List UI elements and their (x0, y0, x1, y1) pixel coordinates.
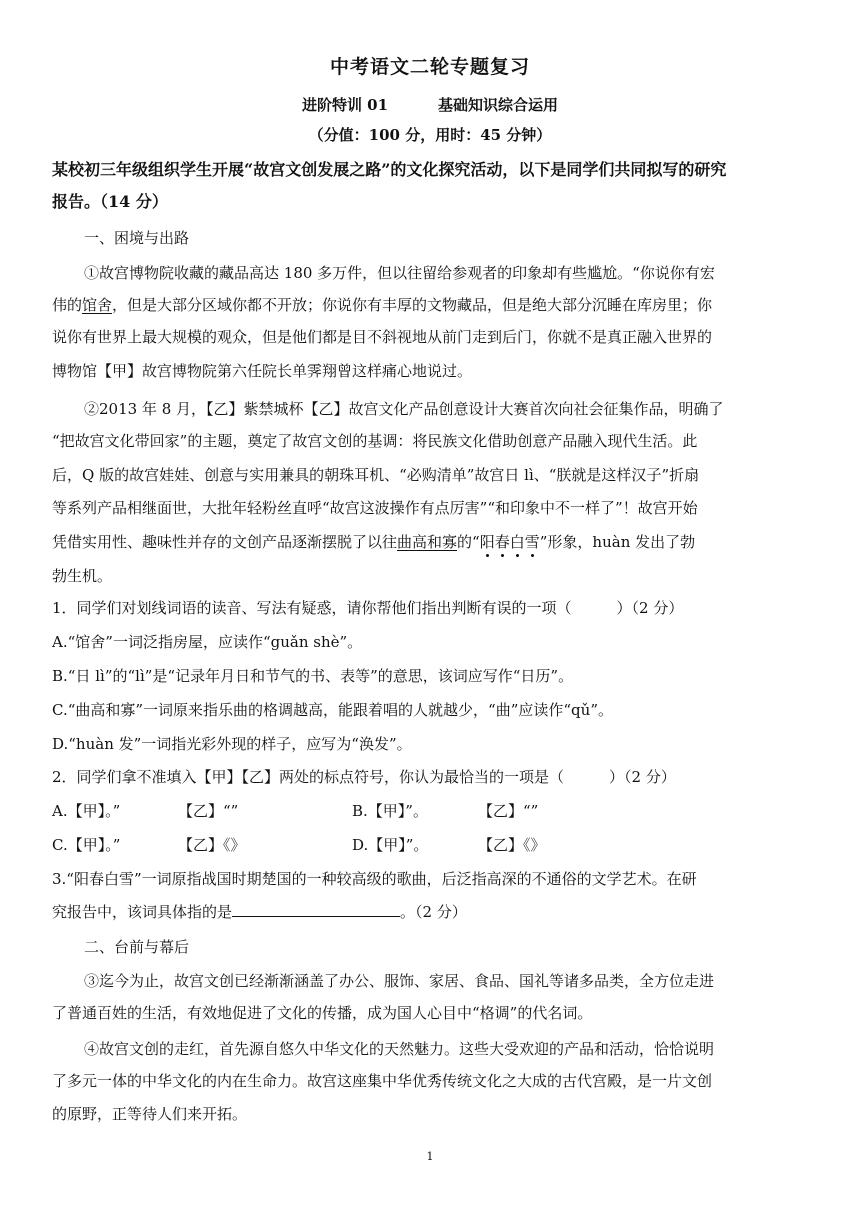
question-2-option-d-yi: 【乙】《》 (478, 836, 546, 854)
page-number: 1 (426, 1150, 434, 1163)
question-1-option-a: A.“馆舍”一词泛指房屋，应读作“guǎn shè”。 (52, 633, 363, 651)
paragraph-2-line-3: 后，Q 版的故宫娃娃、创意与实用兼具的朝珠耳机、“必购清单”故宫日 lì、“朕就是这样汉子”折扇 (52, 466, 700, 484)
text-span: 的“ (457, 533, 480, 551)
question-1-option-b: B.“日 lì”的“lì”是“记录年月日和节气的书、表等”的意思，该词应写作“日历”。 (52, 667, 574, 685)
question-1-option-d: D.“huàn 发”一词指光彩外现的样子，应写为“涣发”。 (52, 735, 412, 753)
paragraph-4-line-1: ④故宫文创的走红，首先源自悠久中华文化的天然魅力。这些大受欢迎的产品和活动，恰恰说明 (84, 1040, 715, 1058)
text-span: 伟的 (52, 296, 83, 314)
paragraph-2-line-2: “把故宫文化带回家”的主题，奠定了故宫文创的基调：将民族文化借助创意产品融入现代生活。此 (52, 432, 698, 450)
paragraph-1-line-1: ①故宫博物院收藏的藏品高达 180 多万件，但以往留给参观者的印象却有些尴尬。“你说你有宏 (84, 264, 715, 282)
underlined-word-qugaohegua: 曲高和寡 (397, 533, 458, 551)
question-1-stem: 1．同学们对划线词语的读音、写法有疑惑，请你帮他们指出判断有误的一项（ ）（2 分） (52, 599, 684, 617)
text-span: 究报告中，该词具体指的是 (52, 903, 233, 921)
question-2-option-b-yi: 【乙】“” (478, 802, 539, 820)
intro-line-2: 报告。（14 分） (52, 192, 168, 211)
subtitle-right: 基础知识综合运用 (438, 96, 559, 114)
paragraph-4-line-2: 了多元一体的中华文化的内在生命力。故宫这座集中华优秀传统文化之大成的古代宫殿，是一片文创 (52, 1072, 713, 1090)
intro-line-1: 某校初三年级组织学生开展“故宫文创发展之路”的文化探究活动，以下是同学们共同拟写的研究 (52, 160, 727, 179)
question-2-option-a-yi: 【乙】“” (178, 802, 239, 820)
question-2-option-a-jia: A.【甲】。” (52, 802, 121, 820)
dotted-char: 阳 (479, 533, 495, 551)
paragraph-1-line-2 (52, 295, 772, 315)
question-2-stem: 2．同学们拿不准填入【甲】【乙】两处的标点符号，你认为最恰当的一项是（ ）（2 分） (52, 768, 676, 786)
text-span: 。（2 分） (400, 903, 467, 921)
score-time-meta: （分值：100 分，用时：45 分钟） (308, 126, 552, 144)
paragraph-2-line-6: 勃生机。 (52, 567, 113, 585)
paragraph-2-line-4: 等系列产品相继面世，大批年轻粉丝直呼“故宫这波操作有点厉害”“和印象中不一样了”！故宫开始 (52, 499, 698, 517)
question-2-option-c-jia: C.【甲】。” (52, 836, 121, 854)
text-span: ”形象，huàn 发出了勃 (539, 533, 696, 551)
paragraph-2-line-1: ②2013 年 8 月，【乙】紫禁城杯【乙】故宫文化产品创意设计大赛首次向社会征集作品，明确了 (84, 400, 724, 418)
page-title: 中考语文二轮专题复习 (329, 56, 530, 78)
question-2-option-c-yi: 【乙】《》 (178, 836, 246, 854)
paragraph-2-line-5 (52, 532, 772, 552)
question-1-option-c: C.“曲高和寡”一词原来指乐曲的格调越高，能跟着唱的人就越少，“曲”应读作“qǔ”。 (52, 701, 613, 719)
question-2-option-d-jia: D.【甲】”。 (352, 836, 429, 854)
paragraph-3-line-2: 了普通百姓的生活，有效地促进了文化的传播，成为国人心目中“格调”的代名词。 (52, 1004, 593, 1022)
subtitle-left: 进阶特训 01 (301, 96, 389, 114)
underlined-word-guanshe: 馆舍 (82, 296, 113, 314)
question-2-option-b-jia: B.【甲】”。 (352, 802, 428, 820)
answer-blank[interactable] (232, 902, 400, 917)
paragraph-4-line-3: 的原野，正等待人们来开拓。 (52, 1105, 248, 1123)
text-span: 凭借实用性、趣味性并存的文创产品逐渐摆脱了以往 (52, 533, 398, 551)
paragraph-1-line-4: 博物馆【甲】故宫博物院第六任院长单霁翔曾这样痛心地说过。 (52, 362, 473, 380)
dotted-char: 雪 (524, 533, 540, 551)
dotted-char: 春 (494, 533, 510, 551)
paragraph-3-line-1: ③迄今为止，故宫文创已经渐渐涵盖了办公、服饰、家居、食品、国礼等诸多品类，全方位走进 (84, 972, 715, 990)
question-3-line-1: 3.“阳春白雪”一词原指战国时期楚国的一种较高级的歌曲，后泛指高深的不通俗的文学艺术。在研 (52, 870, 697, 888)
section-heading-1: 一、困境与出路 (84, 229, 190, 247)
section-heading-2: 二、台前与幕后 (84, 938, 190, 956)
dotted-char: 白 (509, 533, 525, 551)
question-3-line-2 (52, 902, 772, 922)
page-subtitle (0, 94, 860, 115)
text-span: ，但是大部分区域你都不开放；你说你有丰厚的文物藏品，但是绝大部分沉睡在库房里；你 (112, 296, 713, 314)
paragraph-1-line-3: 说你有世界上最大规模的观众，但是他们都是目不斜视地从前门走到后门，你就不是真正融入世界的 (52, 328, 713, 346)
